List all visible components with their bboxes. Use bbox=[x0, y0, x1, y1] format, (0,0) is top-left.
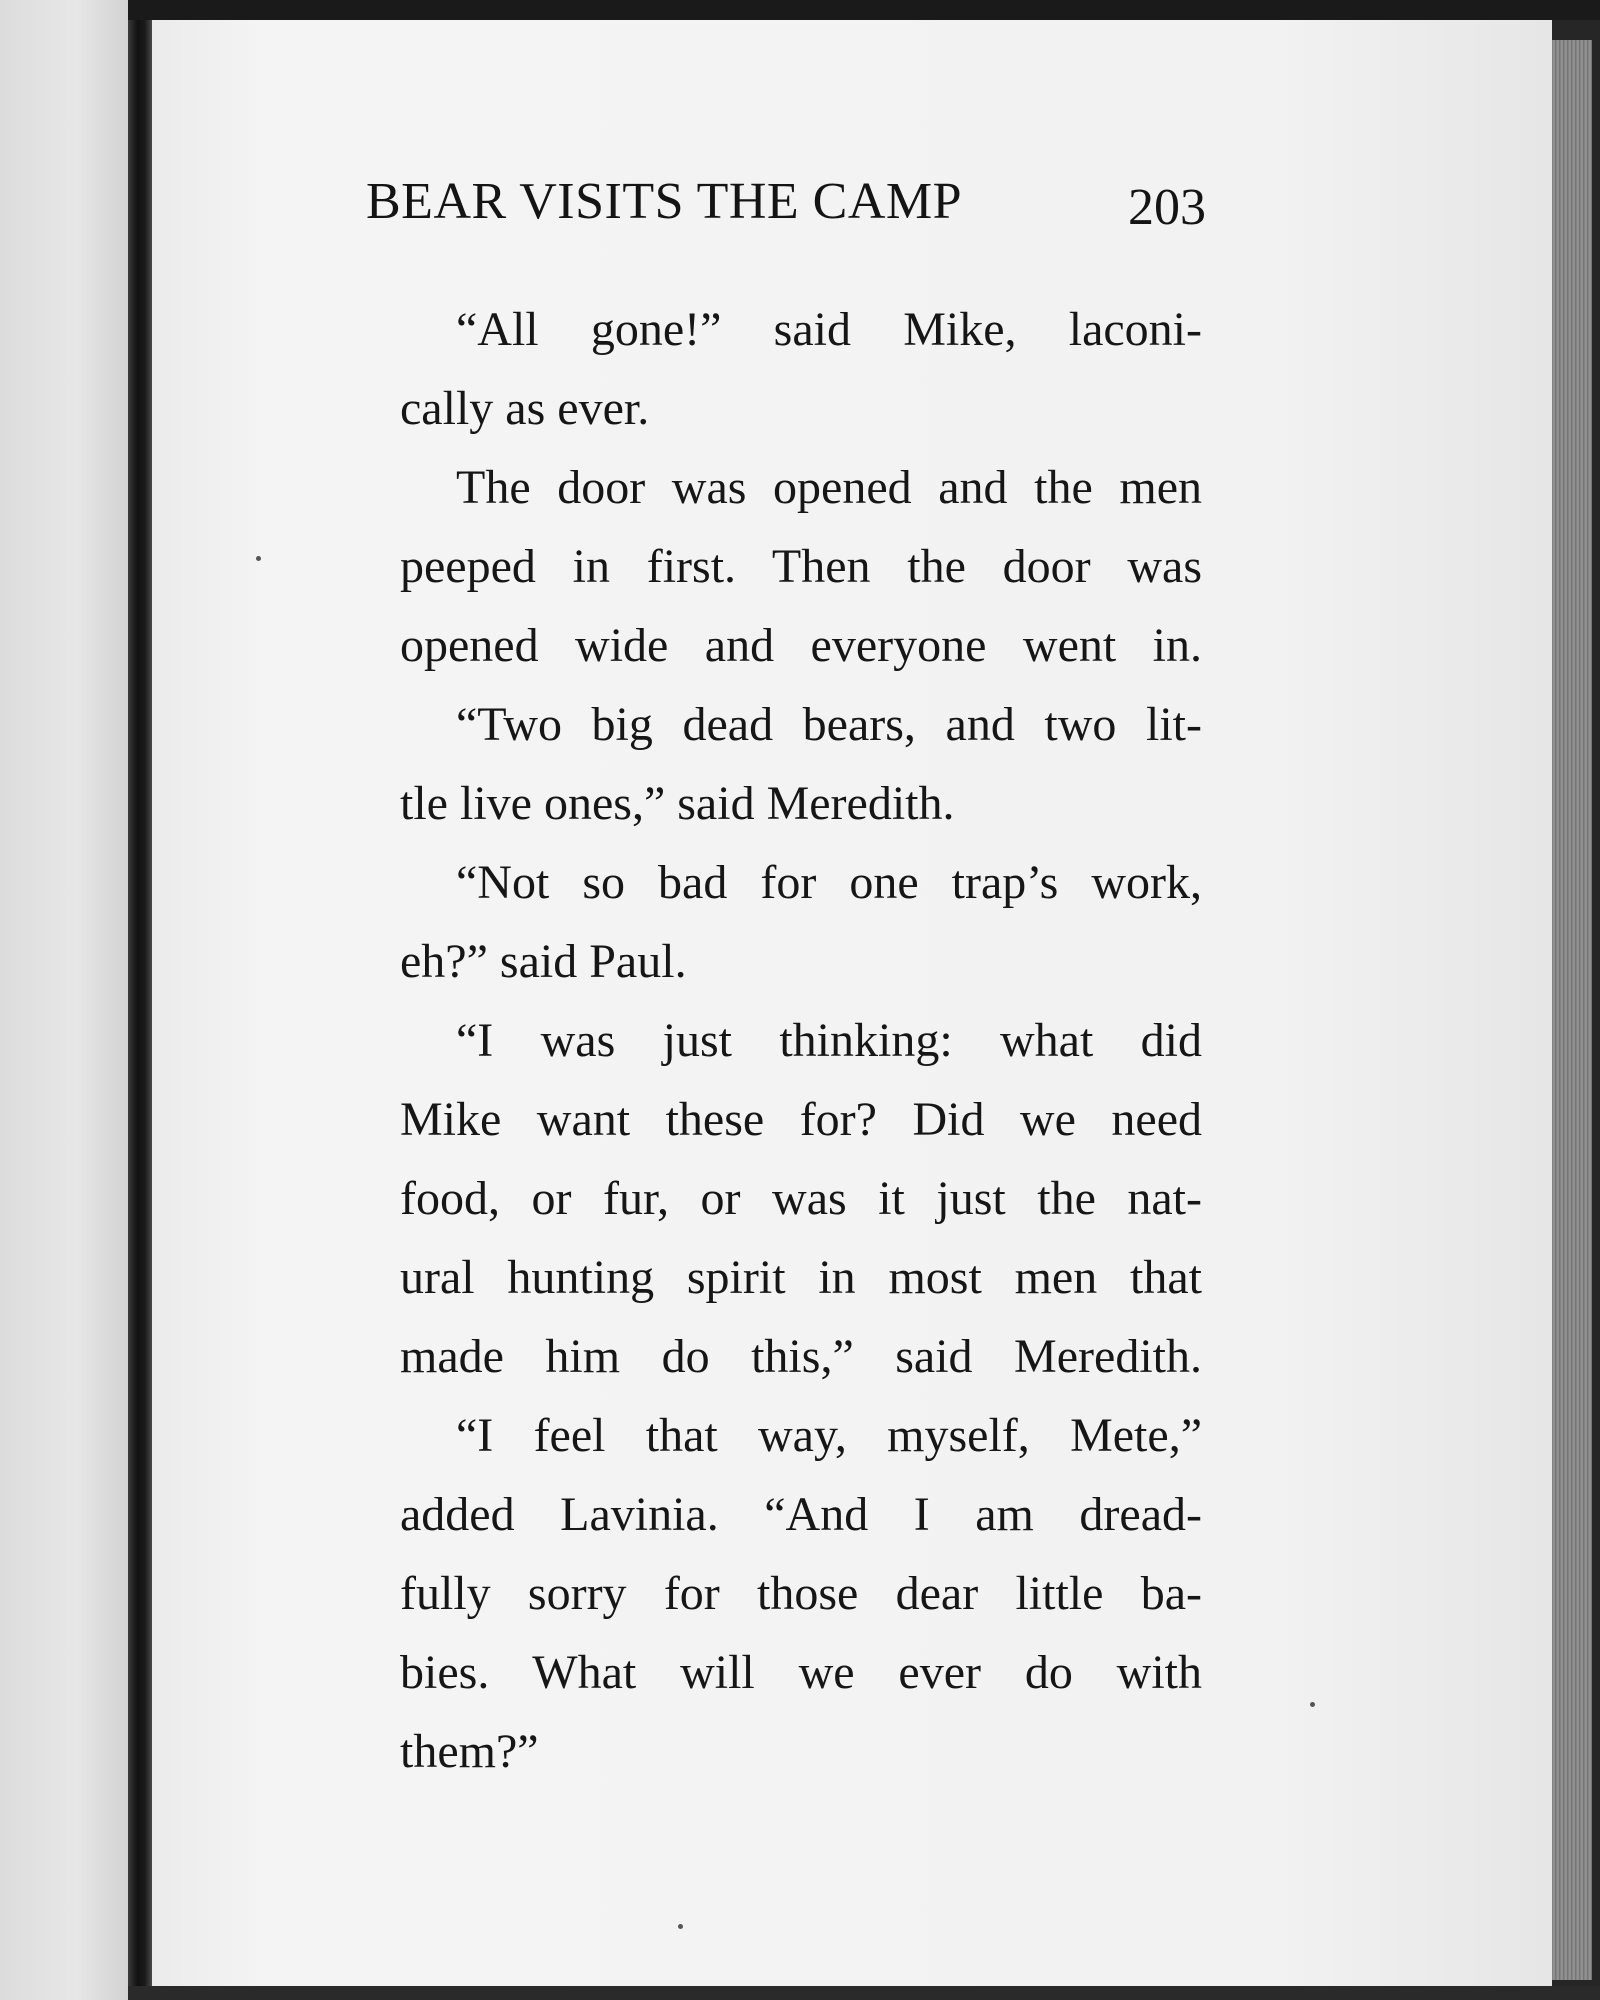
text-line: “All gone!” said Mike, laconi- bbox=[456, 303, 1202, 356]
text-line: fully sorry for those dear little ba- bbox=[400, 1567, 1202, 1620]
dust-speck bbox=[1310, 1702, 1315, 1707]
text-line: “I feel that way, myself, Mete,” bbox=[456, 1409, 1202, 1462]
paragraph bbox=[344, 1396, 1202, 1791]
paragraph bbox=[344, 448, 1202, 685]
text-line: added Lavinia. “And I am dread- bbox=[400, 1488, 1202, 1541]
text-line: The door was opened and the men bbox=[456, 461, 1202, 514]
left-page-edge bbox=[0, 0, 128, 2000]
paragraph bbox=[344, 685, 1202, 843]
page-edges bbox=[1552, 40, 1592, 1980]
text-line: peeped in first. Then the door was bbox=[400, 540, 1202, 593]
paragraph bbox=[344, 1001, 1202, 1396]
paragraph bbox=[344, 843, 1202, 1001]
book-gutter bbox=[128, 0, 152, 2000]
text-line: Mike want these for? Did we need bbox=[400, 1093, 1202, 1146]
text-line: eh?” said Paul. bbox=[400, 935, 687, 988]
text-line: them?” bbox=[400, 1725, 539, 1778]
bottom-shadow bbox=[128, 1986, 1600, 2000]
body-text bbox=[344, 290, 1202, 1791]
text-line: cally as ever. bbox=[400, 382, 650, 435]
text-line: ural hunting spirit in most men that bbox=[400, 1251, 1202, 1304]
page-number: 203 bbox=[1128, 179, 1206, 236]
text-line: opened wide and everyone went in. bbox=[400, 619, 1202, 672]
text-line: “Not so bad for one trap’s work, bbox=[456, 856, 1202, 909]
paragraph bbox=[344, 290, 1202, 448]
text-line: “I was just thinking: what did bbox=[456, 1014, 1202, 1067]
text-line: tle live ones,” said Meredith. bbox=[400, 777, 955, 830]
top-shadow bbox=[128, 0, 1600, 20]
dust-speck bbox=[678, 1924, 683, 1929]
text-line: made him do this,” said Meredith. bbox=[400, 1330, 1202, 1383]
text-line: bies. What will we ever do with bbox=[400, 1646, 1202, 1699]
running-head bbox=[366, 172, 1206, 252]
text-line: “Two big dead bears, and two lit- bbox=[456, 698, 1202, 751]
running-title: BEAR VISITS THE CAMP bbox=[366, 173, 963, 230]
dust-speck bbox=[256, 556, 261, 561]
text-line: food, or fur, or was it just the nat- bbox=[400, 1172, 1202, 1225]
